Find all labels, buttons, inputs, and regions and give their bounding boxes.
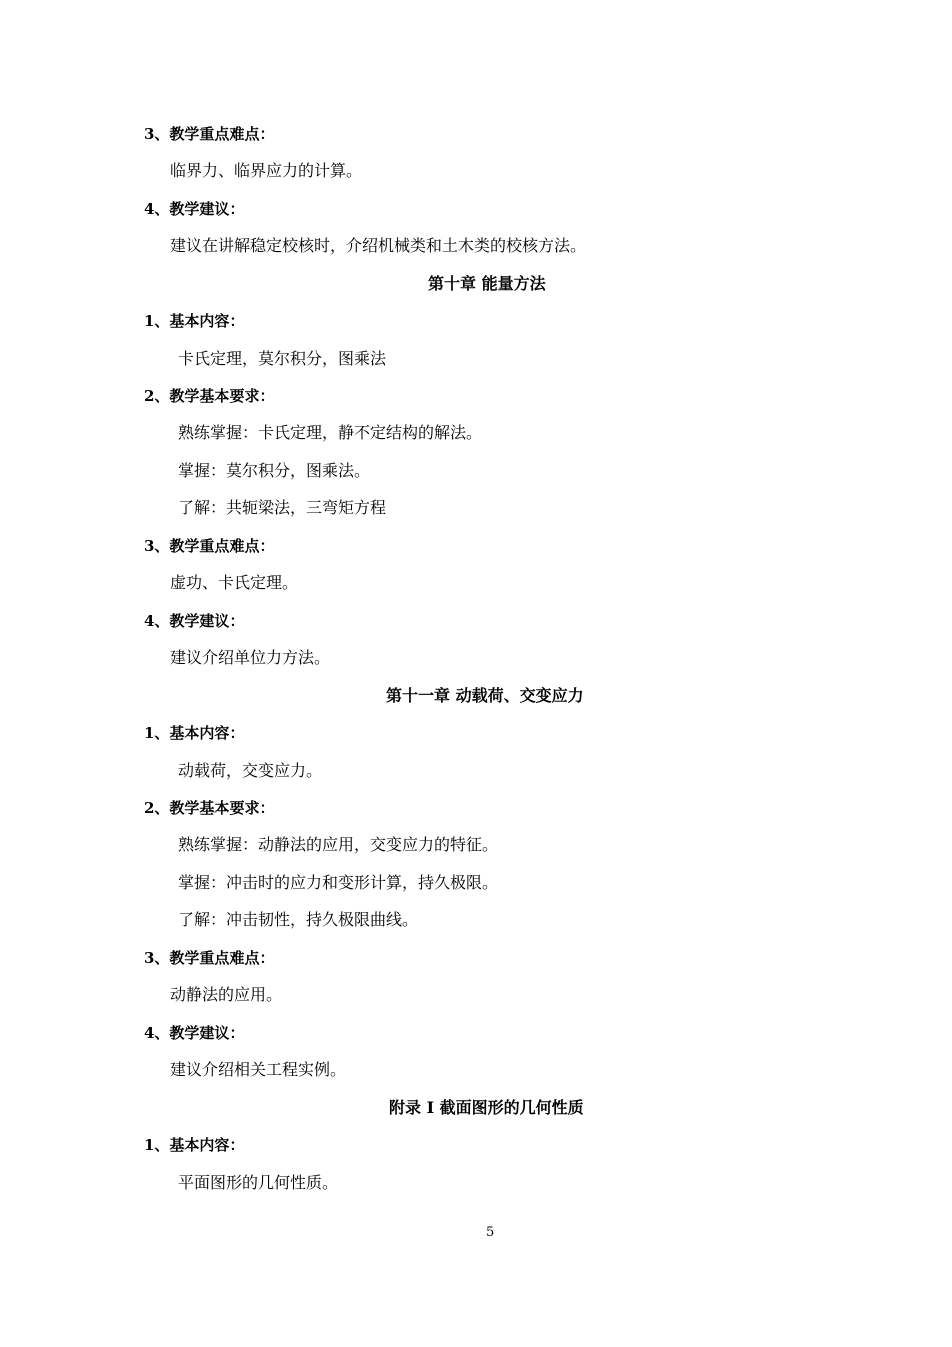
body-text: 了解：冲击韧性，持久极限曲线。	[178, 910, 419, 929]
section-heading: 2、教学基本要求：	[144, 799, 275, 817]
body-text: 动载荷，交变应力。	[178, 761, 323, 780]
section-heading: 4、教学建议：	[144, 200, 245, 218]
body-text: 建议在讲解稳定校核时，介绍机械类和土木类的校核方法。	[170, 236, 587, 255]
body-text: 虚功、卡氏定理。	[170, 573, 299, 592]
chapter-title: 第十章 能量方法	[428, 274, 546, 293]
body-text: 熟练掌握：动静法的应用，交变应力的特征。	[178, 835, 499, 854]
section-heading: 3、教学重点难点：	[144, 949, 275, 967]
body-text: 了解：共轭梁法，三弯矩方程	[178, 498, 387, 517]
chapter-title: 附录 I 截面图形的几何性质	[389, 1098, 584, 1117]
section-heading: 3、教学重点难点：	[144, 125, 275, 143]
section-heading: 4、教学建议：	[144, 1024, 245, 1042]
page-number: 5	[486, 1225, 495, 1240]
body-text: 卡氏定理，莫尔积分，图乘法	[178, 349, 387, 368]
section-heading: 3、教学重点难点：	[144, 537, 275, 555]
body-text: 建议介绍相关工程实例。	[170, 1060, 347, 1079]
chapter-title: 第十一章 动载荷、交变应力	[386, 686, 584, 705]
section-heading: 2、教学基本要求：	[144, 387, 275, 405]
section-heading: 1、基本内容：	[144, 1136, 245, 1154]
section-heading: 4、教学建议：	[144, 612, 245, 630]
section-heading: 1、基本内容：	[144, 312, 245, 330]
body-text: 动静法的应用。	[170, 985, 283, 1004]
body-text: 平面图形的几何性质。	[178, 1173, 339, 1192]
section-heading: 1、基本内容：	[144, 724, 245, 742]
body-text: 临界力、临界应力的计算。	[170, 161, 363, 180]
body-text: 熟练掌握：卡氏定理，静不定结构的解法。	[178, 423, 483, 442]
body-text: 掌握：冲击时的应力和变形计算，持久极限。	[178, 873, 499, 892]
body-text: 建议介绍单位力方法。	[170, 648, 331, 667]
body-text: 掌握：莫尔积分，图乘法。	[178, 461, 371, 480]
